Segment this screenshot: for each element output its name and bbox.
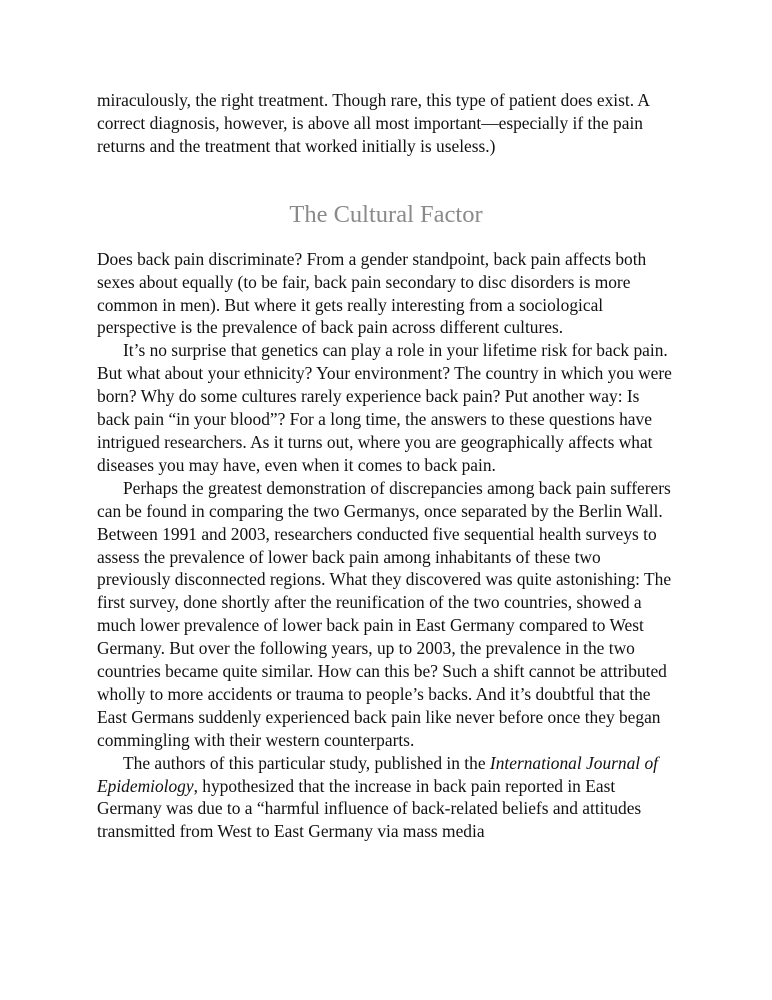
intro-paragraph: miraculously, the right treatment. Though rare, this type of patient does exist. A correct diagnosis, however, is above all most important—especially if the pain returns and the treatment that worked initially is useless.)	[97, 90, 650, 156]
paragraph-4	[97, 752, 675, 844]
paragraph-3: Perhaps the greatest demonstration of discrepancies among back pain sufferers can be found in comparing the two Germanys, once separated by the Berlin Wall. Between 1991 and 2003, researchers conducted five sequential health surveys to assess the prevalence of lower back pain among inhabitants of these two previously disconnected regions. What they discovered was quite astonishing: The first survey, done shortly after the reunification of the two countries, showed a much lower prevalence of lower back pain in East Germany compared to West Germany. But over the following years, up to 2003, the prevalence in the two countries became quite similar. How can this be? Such a shift cannot be attributed wholly to more accidents or trauma to people’s backs. And it’s doubtful that the East Germans suddenly experienced back pain like never before once they began commingling with their western counterparts.	[97, 477, 672, 750]
paragraph-4-rest: , hypothesized that the increase in back pain reported in East Germany was due to a “harmful influence of back-related beliefs and attitudes transmitted from West to East Germany via mass media	[97, 775, 642, 842]
journal-title: International Journal of Epidemiology	[97, 752, 659, 796]
paragraph-1: Does back pain discriminate? From a gender standpoint, back pain affects both sexes about equally (to be fair, back pain secondary to disc disorders is more common in men). But where it gets really interesting from a sociological perspective is the prevalence of back pain across different cultures.	[97, 248, 647, 338]
paragraph-4-start: The authors of this particular study, published in the	[123, 752, 490, 773]
paragraph-2: It’s no surprise that genetics can play a role in your lifetime risk for back pain. But what about your ethnicity? Your environment? The country in which you were born? Why do some cultures rarely experience back pain? Put another way: Is back pain “in your blood”? For a long time, the answers to these questions have intrigued researchers. As it turns out, where you are geographically affects what diseases you may have, even when it comes to back pain.	[97, 340, 672, 475]
section-heading: The Cultural Factor	[289, 200, 483, 228]
page-body	[97, 89, 675, 843]
